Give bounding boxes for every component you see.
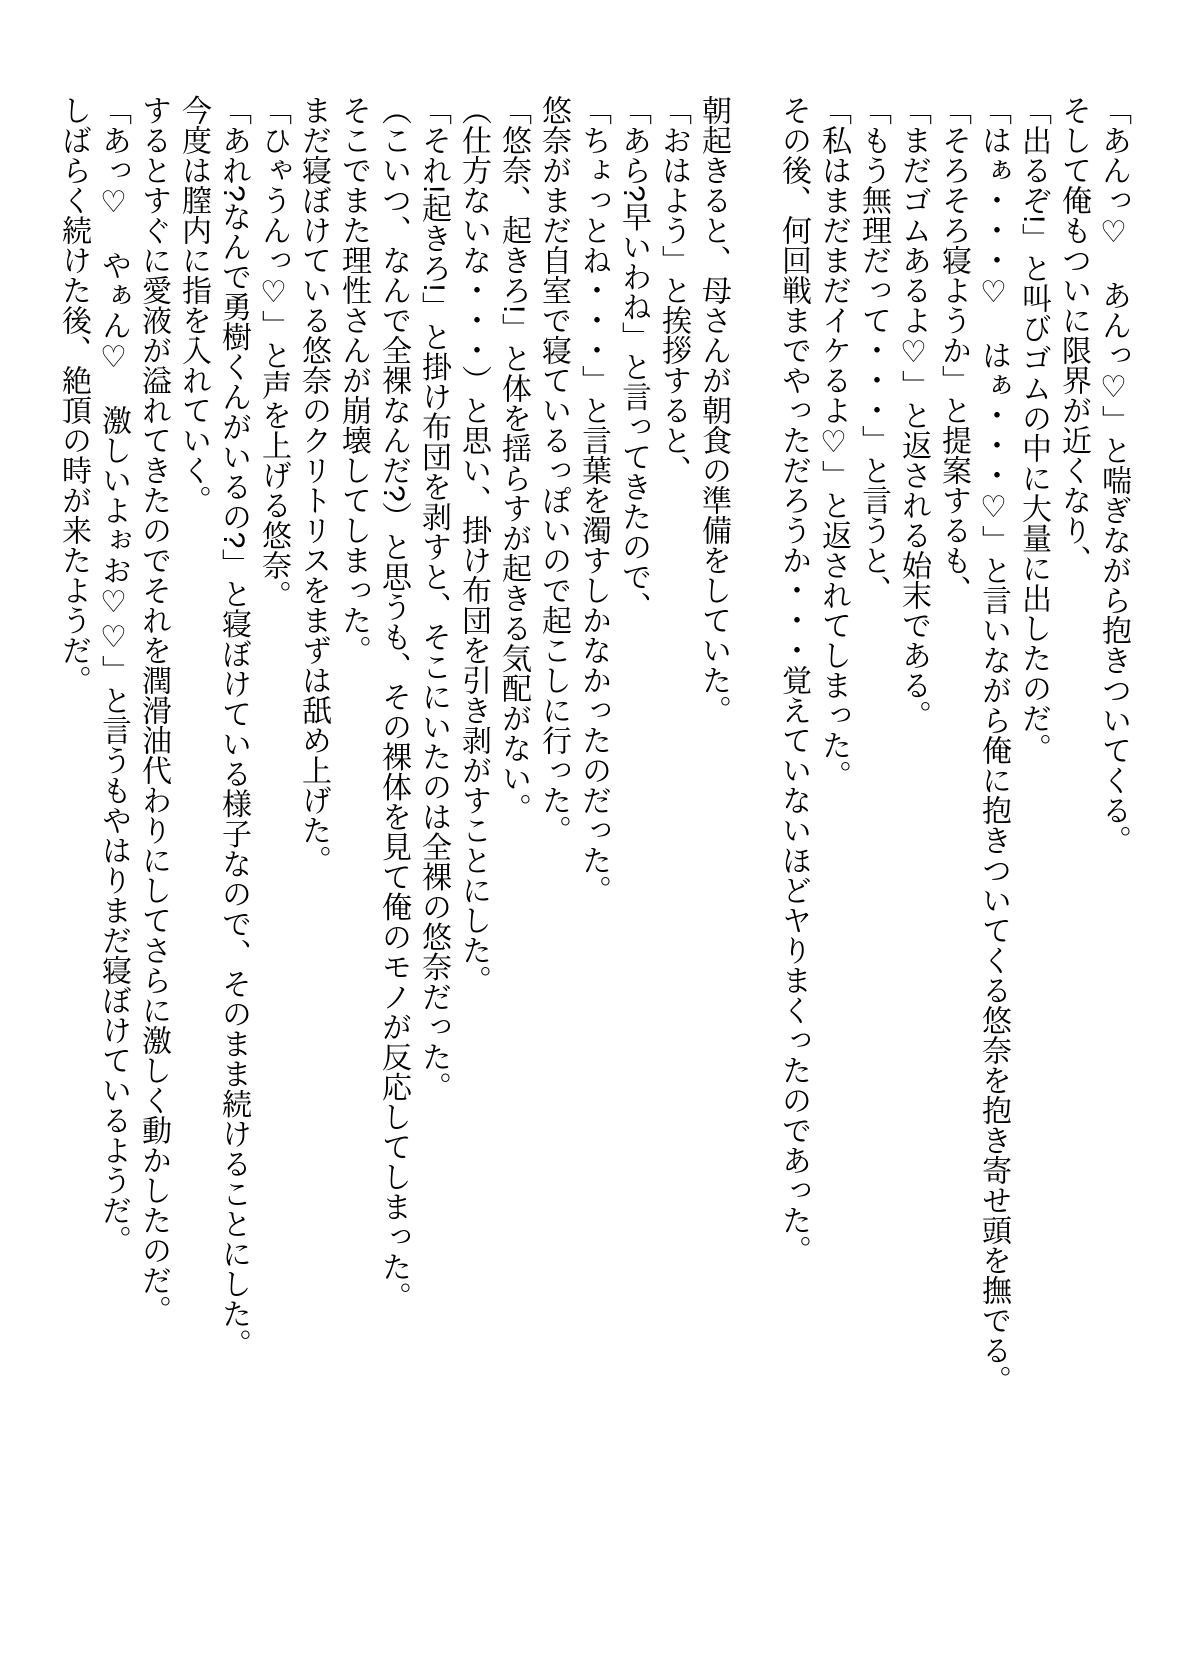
text-line: 「ひゃうんっ♡」と声を上げる悠奈。 [257,95,290,610]
text-line: 「私はまだまだイケるよ♡」と返されてしまった。 [817,95,850,790]
text-line: 「あら?早いわね」と言ってきたので、 [617,95,650,622]
text-line: まだ寝ぼけている悠奈のクリトリスをまずは舐め上げた。 [297,95,330,875]
text-line: 「そろそろ寝ようか」と提案するも、 [937,95,970,605]
text-line: 「悠奈、起きろ!」と体を揺らすが起きる気配がない。 [497,95,530,824]
text-line: 「もう無理だって・・・」と言うと、 [857,95,890,605]
text-line: 「まだゴムあるよ♡」と返される始末である。 [897,95,930,730]
text-line: 「ちょっとね・・・」と言葉を濁すしかなかったのだった。 [577,95,610,905]
text-line: しばらく続けた後、絶頂の時が来たようだ。 [57,95,90,695]
text-line: 今度は膣内に指を入れていく。 [177,95,210,515]
text-line: するとすぐに愛液が溢れてきたのでそれを潤滑油代わりにしてさらに激しく動かしたのだ。 [137,95,170,1325]
text-line: 「はぁ・・・♡ はぁ・・・♡」と言いながら俺に抱きついてくる悠奈を抱き寄せ頭を撫でる。 [977,95,1010,1395]
vertical-text-block [53,95,1133,1605]
text-line: （こいつ、なんで全裸なんだ?）と思うも、その裸体を見て俺のモノが反応してしまった。 [377,95,410,1312]
text-line: 「あんっ♡ あんっ♡」と喘ぎながら抱きついてくる。 [1097,95,1130,855]
text-line: 「あっ♡ やぁん♡ 激しいよぉお♡♡」と言うもやはりまだ寝ぼけているようだ。 [97,95,130,1255]
text-line: 「それ!起きろ!」と掛け布団を剥すと、そこにいたのは全裸の悠奈だった。 [417,95,450,1102]
text-line: 朝起きると、母さんが朝食の準備をしていた。 [697,95,730,725]
text-line: 「あれ?なんで勇樹くんがいるの?」と寝ぼけている様子なので、そのまま続けることにした。 [217,95,250,1359]
text-line: 悠奈がまだ自室で寝ているっぽいので起こしに行った。 [537,95,570,845]
text-line: 「おはよう」と挨拶すると、 [657,95,690,485]
text-line: 「出るぞ!」と叫びゴムの中に大量に出したのだ。 [1017,95,1050,764]
text-line: そして俺もついに限界が近くなり、 [1057,95,1090,575]
text-line: その後、何回戦までやっただろうか・・・覚えていないほどヤりまくったのであった。 [777,95,810,1265]
text-line: そこでまた理性さんが崩壊してしまった。 [337,95,370,665]
paragraph-gap [733,95,773,1605]
text-line: （仕方ないな・・・）と思い、掛け布団を引き剥がすことにした。 [457,95,490,995]
